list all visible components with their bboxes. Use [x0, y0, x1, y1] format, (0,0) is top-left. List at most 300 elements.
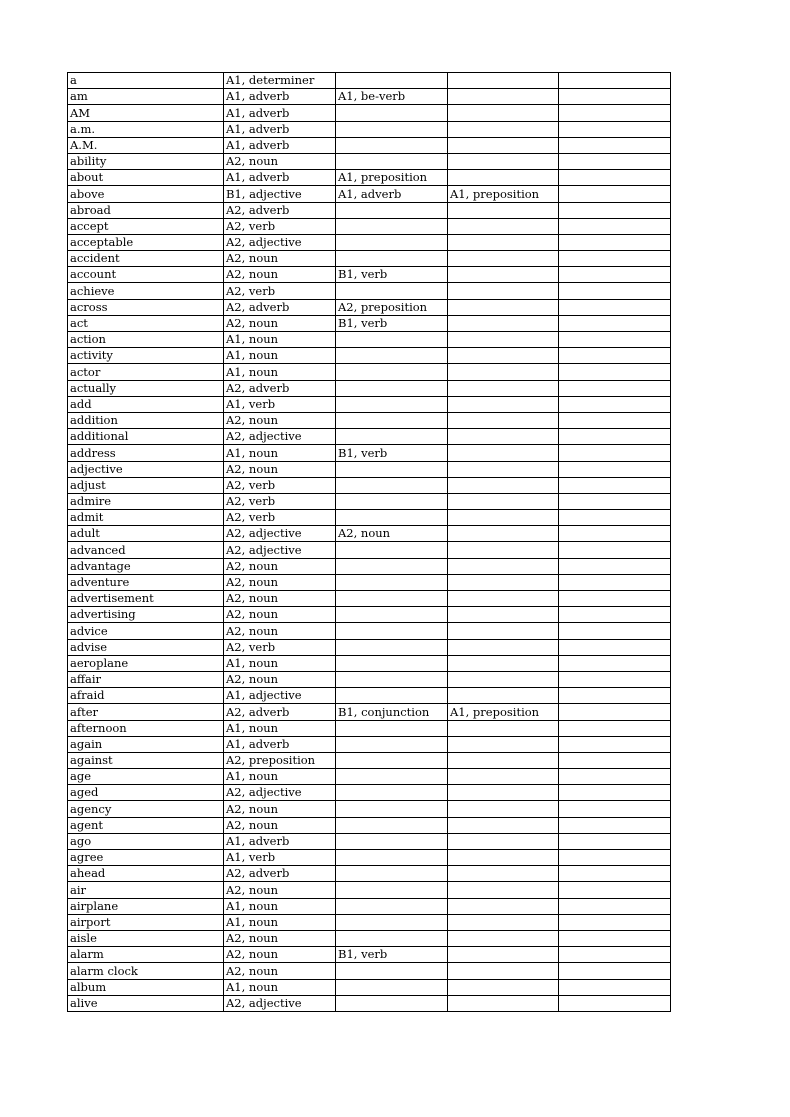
level-pos-cell-1: A2, adjective — [224, 542, 336, 558]
level-pos-cell-2 — [336, 817, 448, 833]
level-pos-cell-1: A2, noun — [224, 591, 336, 607]
table-row — [68, 461, 671, 477]
level-pos-cell-2 — [336, 234, 448, 250]
level-pos-cell-1: A1, noun — [224, 364, 336, 380]
level-pos-cell-2 — [336, 73, 448, 89]
level-pos-cell-4 — [559, 574, 671, 590]
level-pos-cell-1: A1, adjective — [224, 688, 336, 704]
level-pos-cell-2: A1, be-verb — [336, 89, 448, 105]
level-pos-cell-1: A1, noun — [224, 979, 336, 995]
table-row — [68, 655, 671, 671]
level-pos-cell-3 — [448, 995, 559, 1011]
level-pos-cell-4 — [559, 979, 671, 995]
level-pos-cell-3 — [448, 364, 559, 380]
level-pos-cell-3 — [448, 688, 559, 704]
level-pos-cell-4 — [559, 736, 671, 752]
level-pos-cell-4 — [559, 785, 671, 801]
level-pos-cell-3: A1, preposition — [448, 704, 559, 720]
level-pos-cell-4 — [559, 121, 671, 137]
level-pos-cell-2: A2, noun — [336, 526, 448, 542]
table-row — [68, 607, 671, 623]
level-pos-cell-2 — [336, 202, 448, 218]
word-cell: adjust — [68, 477, 224, 493]
table-row — [68, 801, 671, 817]
level-pos-cell-1: A2, adjective — [224, 429, 336, 445]
word-cell: across — [68, 299, 224, 315]
level-pos-cell-3 — [448, 817, 559, 833]
word-cell: am — [68, 89, 224, 105]
level-pos-cell-4 — [559, 332, 671, 348]
level-pos-cell-4 — [559, 720, 671, 736]
level-pos-cell-1: A2, verb — [224, 493, 336, 509]
word-cell: adjective — [68, 461, 224, 477]
word-cell: advanced — [68, 542, 224, 558]
level-pos-cell-4 — [559, 267, 671, 283]
level-pos-cell-2 — [336, 558, 448, 574]
level-pos-cell-4 — [559, 704, 671, 720]
level-pos-cell-1: A2, adverb — [224, 299, 336, 315]
level-pos-cell-2 — [336, 655, 448, 671]
level-pos-cell-3 — [448, 170, 559, 186]
level-pos-cell-2 — [336, 380, 448, 396]
level-pos-cell-3 — [448, 153, 559, 169]
level-pos-cell-3 — [448, 73, 559, 89]
level-pos-cell-4 — [559, 769, 671, 785]
level-pos-cell-1: A1, noun — [224, 769, 336, 785]
word-cell: alive — [68, 995, 224, 1011]
level-pos-cell-2 — [336, 105, 448, 121]
level-pos-cell-2: B1, verb — [336, 445, 448, 461]
level-pos-cell-4 — [559, 995, 671, 1011]
level-pos-cell-3 — [448, 412, 559, 428]
table-row — [68, 315, 671, 331]
level-pos-cell-4 — [559, 493, 671, 509]
level-pos-cell-2 — [336, 979, 448, 995]
table-row — [68, 299, 671, 315]
table-row — [68, 137, 671, 153]
table-row — [68, 380, 671, 396]
table-row — [68, 348, 671, 364]
word-cell: advertisement — [68, 591, 224, 607]
level-pos-cell-4 — [559, 591, 671, 607]
word-cell: activity — [68, 348, 224, 364]
level-pos-cell-1: A2, noun — [224, 267, 336, 283]
level-pos-cell-2 — [336, 785, 448, 801]
word-list-table — [67, 72, 671, 1012]
level-pos-cell-3 — [448, 769, 559, 785]
level-pos-cell-4 — [559, 801, 671, 817]
word-cell: A.M. — [68, 137, 224, 153]
level-pos-cell-1: A1, adverb — [224, 105, 336, 121]
level-pos-cell-3 — [448, 332, 559, 348]
level-pos-cell-4 — [559, 218, 671, 234]
table-row — [68, 510, 671, 526]
level-pos-cell-2 — [336, 510, 448, 526]
level-pos-cell-3 — [448, 234, 559, 250]
table-row — [68, 493, 671, 509]
level-pos-cell-4 — [559, 153, 671, 169]
table-row — [68, 591, 671, 607]
level-pos-cell-4 — [559, 963, 671, 979]
level-pos-cell-3 — [448, 574, 559, 590]
word-cell: action — [68, 332, 224, 348]
level-pos-cell-1: A2, verb — [224, 510, 336, 526]
word-cell: act — [68, 315, 224, 331]
level-pos-cell-3 — [448, 429, 559, 445]
table-row — [68, 914, 671, 930]
level-pos-cell-3 — [448, 671, 559, 687]
level-pos-cell-2 — [336, 607, 448, 623]
level-pos-cell-2 — [336, 396, 448, 412]
table-row — [68, 234, 671, 250]
word-cell: add — [68, 396, 224, 412]
level-pos-cell-3 — [448, 510, 559, 526]
level-pos-cell-1: A1, adverb — [224, 736, 336, 752]
table-row — [68, 121, 671, 137]
level-pos-cell-3: A1, preposition — [448, 186, 559, 202]
word-cell: achieve — [68, 283, 224, 299]
level-pos-cell-1: A2, adverb — [224, 866, 336, 882]
level-pos-cell-4 — [559, 477, 671, 493]
level-pos-cell-1: A1, adverb — [224, 170, 336, 186]
word-cell: agree — [68, 850, 224, 866]
table-row — [68, 947, 671, 963]
level-pos-cell-1: A1, determiner — [224, 73, 336, 89]
level-pos-cell-1: A2, noun — [224, 251, 336, 267]
level-pos-cell-4 — [559, 623, 671, 639]
level-pos-cell-2 — [336, 121, 448, 137]
level-pos-cell-1: A2, noun — [224, 671, 336, 687]
level-pos-cell-1: A2, verb — [224, 477, 336, 493]
word-cell: ability — [68, 153, 224, 169]
level-pos-cell-3 — [448, 623, 559, 639]
level-pos-cell-2 — [336, 542, 448, 558]
level-pos-cell-2: B1, verb — [336, 267, 448, 283]
level-pos-cell-3 — [448, 105, 559, 121]
level-pos-cell-2 — [336, 850, 448, 866]
word-cell: airplane — [68, 898, 224, 914]
level-pos-cell-2 — [336, 639, 448, 655]
word-cell: a — [68, 73, 224, 89]
level-pos-cell-2 — [336, 251, 448, 267]
word-cell: aisle — [68, 930, 224, 946]
word-cell: ago — [68, 833, 224, 849]
level-pos-cell-3 — [448, 299, 559, 315]
level-pos-cell-3 — [448, 898, 559, 914]
level-pos-cell-1: A2, adverb — [224, 202, 336, 218]
level-pos-cell-1: A1, verb — [224, 850, 336, 866]
word-cell: additional — [68, 429, 224, 445]
level-pos-cell-2 — [336, 801, 448, 817]
level-pos-cell-2 — [336, 833, 448, 849]
word-cell: accept — [68, 218, 224, 234]
table-row — [68, 769, 671, 785]
level-pos-cell-3 — [448, 866, 559, 882]
level-pos-cell-2 — [336, 866, 448, 882]
level-pos-cell-4 — [559, 429, 671, 445]
word-cell: agency — [68, 801, 224, 817]
level-pos-cell-1: A2, noun — [224, 574, 336, 590]
word-cell: again — [68, 736, 224, 752]
word-cell: above — [68, 186, 224, 202]
level-pos-cell-4 — [559, 396, 671, 412]
level-pos-cell-1: A2, preposition — [224, 752, 336, 768]
level-pos-cell-3 — [448, 655, 559, 671]
table-row — [68, 218, 671, 234]
word-cell: admit — [68, 510, 224, 526]
level-pos-cell-3 — [448, 752, 559, 768]
level-pos-cell-4 — [559, 671, 671, 687]
level-pos-cell-3 — [448, 348, 559, 364]
level-pos-cell-4 — [559, 930, 671, 946]
level-pos-cell-2 — [336, 930, 448, 946]
level-pos-cell-1: A2, noun — [224, 963, 336, 979]
level-pos-cell-2 — [336, 720, 448, 736]
level-pos-cell-2: A1, adverb — [336, 186, 448, 202]
level-pos-cell-2 — [336, 963, 448, 979]
table-row — [68, 833, 671, 849]
level-pos-cell-2 — [336, 493, 448, 509]
table-row — [68, 186, 671, 202]
level-pos-cell-3 — [448, 461, 559, 477]
word-cell: a.m. — [68, 121, 224, 137]
level-pos-cell-4 — [559, 315, 671, 331]
level-pos-cell-4 — [559, 137, 671, 153]
word-cell: advise — [68, 639, 224, 655]
level-pos-cell-2 — [336, 736, 448, 752]
level-pos-cell-4 — [559, 89, 671, 105]
word-cell: aeroplane — [68, 655, 224, 671]
level-pos-cell-3 — [448, 591, 559, 607]
table-row — [68, 882, 671, 898]
level-pos-cell-1: A2, noun — [224, 947, 336, 963]
level-pos-cell-1: A1, noun — [224, 332, 336, 348]
level-pos-cell-2 — [336, 574, 448, 590]
word-cell: ahead — [68, 866, 224, 882]
table-row — [68, 89, 671, 105]
word-cell: album — [68, 979, 224, 995]
table-row — [68, 526, 671, 542]
table-row — [68, 898, 671, 914]
level-pos-cell-4 — [559, 73, 671, 89]
level-pos-cell-1: A1, noun — [224, 914, 336, 930]
level-pos-cell-4 — [559, 299, 671, 315]
level-pos-cell-4 — [559, 882, 671, 898]
level-pos-cell-2 — [336, 348, 448, 364]
level-pos-cell-4 — [559, 510, 671, 526]
word-cell: admire — [68, 493, 224, 509]
table-row — [68, 817, 671, 833]
word-cell: accident — [68, 251, 224, 267]
level-pos-cell-3 — [448, 833, 559, 849]
level-pos-cell-3 — [448, 979, 559, 995]
level-pos-cell-4 — [559, 752, 671, 768]
level-pos-cell-2 — [336, 283, 448, 299]
level-pos-cell-4 — [559, 947, 671, 963]
level-pos-cell-3 — [448, 380, 559, 396]
level-pos-cell-2 — [336, 429, 448, 445]
level-pos-cell-2 — [336, 688, 448, 704]
level-pos-cell-3 — [448, 882, 559, 898]
table-row — [68, 73, 671, 89]
level-pos-cell-3 — [448, 218, 559, 234]
word-cell: address — [68, 445, 224, 461]
level-pos-cell-3 — [448, 137, 559, 153]
level-pos-cell-3 — [448, 850, 559, 866]
level-pos-cell-2 — [336, 671, 448, 687]
level-pos-cell-4 — [559, 655, 671, 671]
table-row — [68, 785, 671, 801]
word-cell: advantage — [68, 558, 224, 574]
table-row — [68, 558, 671, 574]
level-pos-cell-3 — [448, 736, 559, 752]
table-row — [68, 105, 671, 121]
level-pos-cell-4 — [559, 251, 671, 267]
level-pos-cell-4 — [559, 898, 671, 914]
word-cell: adult — [68, 526, 224, 542]
level-pos-cell-4 — [559, 186, 671, 202]
table-row — [68, 445, 671, 461]
level-pos-cell-2 — [336, 769, 448, 785]
level-pos-cell-1: A1, adverb — [224, 833, 336, 849]
level-pos-cell-4 — [559, 170, 671, 186]
word-cell: account — [68, 267, 224, 283]
level-pos-cell-2 — [336, 461, 448, 477]
level-pos-cell-2 — [336, 914, 448, 930]
word-cell: acceptable — [68, 234, 224, 250]
level-pos-cell-1: B1, adjective — [224, 186, 336, 202]
level-pos-cell-4 — [559, 348, 671, 364]
level-pos-cell-1: A1, adverb — [224, 137, 336, 153]
level-pos-cell-4 — [559, 364, 671, 380]
level-pos-cell-3 — [448, 914, 559, 930]
table-row — [68, 283, 671, 299]
table-row — [68, 477, 671, 493]
level-pos-cell-1: A2, noun — [224, 315, 336, 331]
word-cell: afraid — [68, 688, 224, 704]
level-pos-cell-1: A2, adjective — [224, 234, 336, 250]
level-pos-cell-1: A1, adverb — [224, 89, 336, 105]
level-pos-cell-3 — [448, 396, 559, 412]
level-pos-cell-3 — [448, 639, 559, 655]
level-pos-cell-1: A2, noun — [224, 801, 336, 817]
level-pos-cell-1: A1, noun — [224, 348, 336, 364]
level-pos-cell-2 — [336, 591, 448, 607]
level-pos-cell-1: A1, noun — [224, 655, 336, 671]
level-pos-cell-1: A2, noun — [224, 882, 336, 898]
level-pos-cell-4 — [559, 202, 671, 218]
word-cell: affair — [68, 671, 224, 687]
word-cell: alarm — [68, 947, 224, 963]
table-row — [68, 639, 671, 655]
level-pos-cell-3 — [448, 283, 559, 299]
table-row — [68, 979, 671, 995]
level-pos-cell-2 — [336, 882, 448, 898]
level-pos-cell-4 — [559, 688, 671, 704]
level-pos-cell-1: A2, verb — [224, 283, 336, 299]
word-cell: agent — [68, 817, 224, 833]
table-row — [68, 396, 671, 412]
level-pos-cell-1: A2, adjective — [224, 995, 336, 1011]
table-row — [68, 850, 671, 866]
word-cell: afternoon — [68, 720, 224, 736]
level-pos-cell-3 — [448, 89, 559, 105]
level-pos-cell-4 — [559, 833, 671, 849]
level-pos-cell-3 — [448, 542, 559, 558]
word-cell: about — [68, 170, 224, 186]
word-cell: advice — [68, 623, 224, 639]
level-pos-cell-3 — [448, 477, 559, 493]
level-pos-cell-3 — [448, 526, 559, 542]
level-pos-cell-4 — [559, 607, 671, 623]
table-row — [68, 267, 671, 283]
level-pos-cell-4 — [559, 412, 671, 428]
level-pos-cell-1: A1, adverb — [224, 121, 336, 137]
level-pos-cell-3 — [448, 947, 559, 963]
level-pos-cell-1: A1, noun — [224, 898, 336, 914]
word-cell: addition — [68, 412, 224, 428]
level-pos-cell-1: A2, noun — [224, 930, 336, 946]
level-pos-cell-2 — [336, 332, 448, 348]
level-pos-cell-4 — [559, 542, 671, 558]
level-pos-cell-1: A2, noun — [224, 461, 336, 477]
word-cell: actor — [68, 364, 224, 380]
table-row — [68, 153, 671, 169]
level-pos-cell-3 — [448, 493, 559, 509]
table-row — [68, 574, 671, 590]
level-pos-cell-4 — [559, 283, 671, 299]
level-pos-cell-1: A1, noun — [224, 720, 336, 736]
level-pos-cell-3 — [448, 251, 559, 267]
level-pos-cell-4 — [559, 461, 671, 477]
table-row — [68, 170, 671, 186]
table-row — [68, 963, 671, 979]
level-pos-cell-1: A2, verb — [224, 218, 336, 234]
level-pos-cell-4 — [559, 558, 671, 574]
level-pos-cell-1: A2, noun — [224, 817, 336, 833]
table-row — [68, 542, 671, 558]
level-pos-cell-4 — [559, 105, 671, 121]
level-pos-cell-3 — [448, 963, 559, 979]
level-pos-cell-2 — [336, 218, 448, 234]
level-pos-cell-3 — [448, 121, 559, 137]
level-pos-cell-4 — [559, 639, 671, 655]
level-pos-cell-2 — [336, 477, 448, 493]
level-pos-cell-2: B1, verb — [336, 315, 448, 331]
table-row — [68, 671, 671, 687]
level-pos-cell-1: A2, noun — [224, 558, 336, 574]
table-row — [68, 251, 671, 267]
level-pos-cell-1: A2, adverb — [224, 704, 336, 720]
level-pos-cell-3 — [448, 445, 559, 461]
level-pos-cell-1: A2, verb — [224, 639, 336, 655]
level-pos-cell-3 — [448, 785, 559, 801]
level-pos-cell-2 — [336, 898, 448, 914]
level-pos-cell-1: A2, adverb — [224, 380, 336, 396]
level-pos-cell-3 — [448, 267, 559, 283]
table-row — [68, 412, 671, 428]
level-pos-cell-2 — [336, 995, 448, 1011]
level-pos-cell-4 — [559, 817, 671, 833]
level-pos-cell-2: A1, preposition — [336, 170, 448, 186]
level-pos-cell-1: A2, noun — [224, 623, 336, 639]
level-pos-cell-2 — [336, 137, 448, 153]
table-row — [68, 704, 671, 720]
word-cell: against — [68, 752, 224, 768]
level-pos-cell-4 — [559, 914, 671, 930]
table-row — [68, 332, 671, 348]
level-pos-cell-1: A2, noun — [224, 153, 336, 169]
